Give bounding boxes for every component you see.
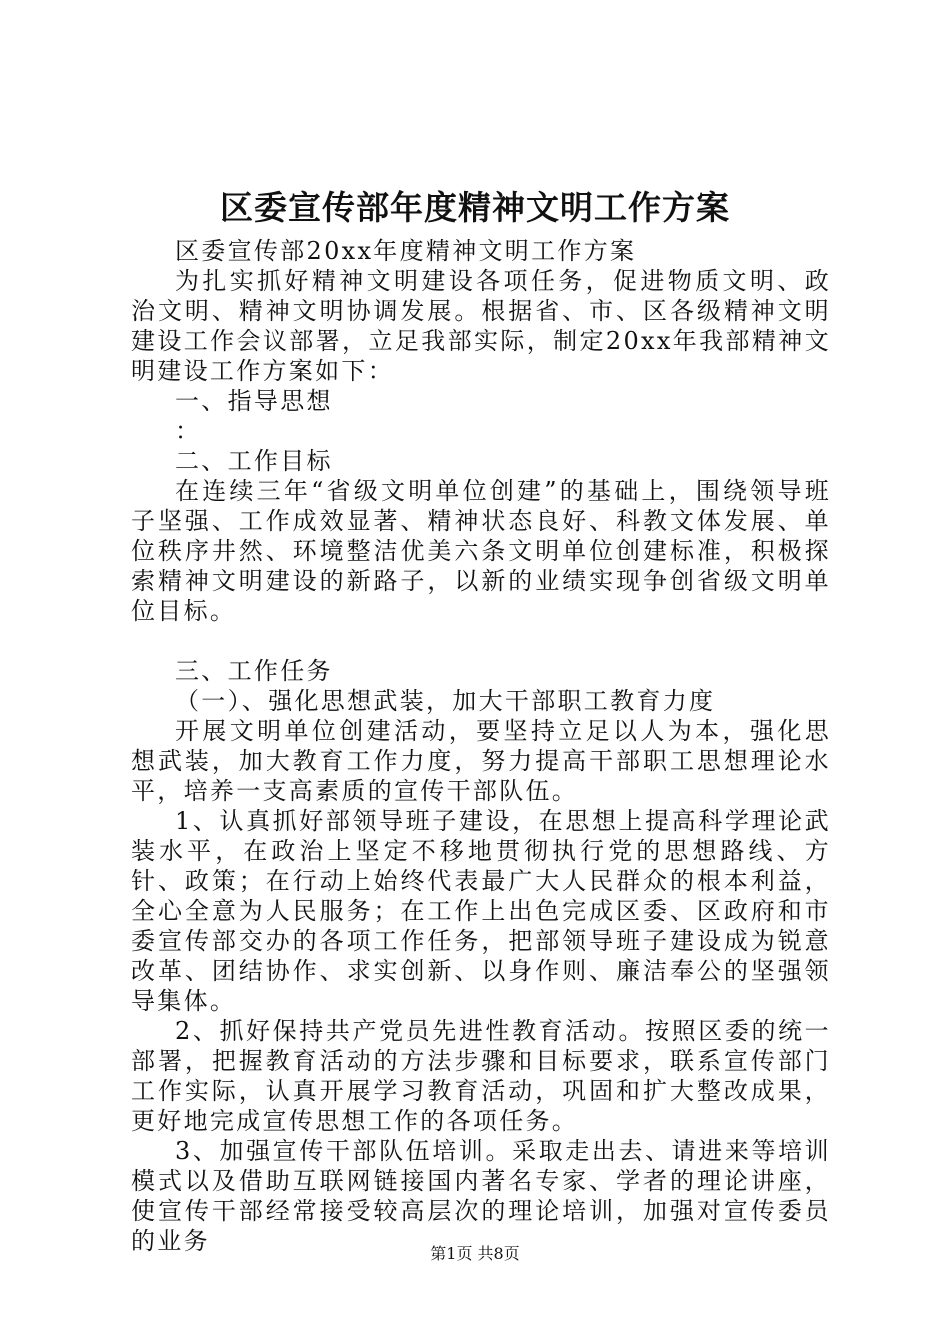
paragraph-colon: ： <box>175 417 202 445</box>
paragraph-subtitle: 区委宣传部20xx年度精神文明工作方案 <box>175 237 637 265</box>
paragraph-item-1: 1、认真抓好部领导班子建设，在思想上提高科学理论武装水平，在政治上坚定不移地贯彻执行党的思想路线、方针、政策；在行动上始终代表最广大人民群众的根本利益，全心全意为人民服务；在工作上出色完成区委、区政府和市委宣传部交办的各项工作任务，把部领导班子建设成为锐意改革、团结协作、求实创新、以身作则、廉洁奉公的坚强领导集体。 <box>131 807 831 1015</box>
paragraph-intro: 为扎实抓好精神文明建设各项任务，促进物质文明、政治文明、精神文明协调发展。根据省、市、区各级精神文明建设工作会议部署，立足我部实际，制定20xx年我部精神文明建设工作方案如下： <box>131 267 831 385</box>
heading-work-goals: 二、工作目标 <box>175 447 333 475</box>
heading-guiding-ideology: 一、指导思想 <box>175 387 333 415</box>
subheading-strengthen-ideology: （一）、强化思想武装，加大干部职工教育力度 <box>175 687 716 715</box>
document-body <box>131 236 831 1256</box>
paragraph-item-3: 3、加强宣传干部队伍培训。采取走出去、请进来等培训模式以及借助互联网链接国内著名专家、学者的理论讲座，使宣传干部经常接受较高层次的理论培训，加强对宣传委员的业务 <box>131 1137 831 1255</box>
paragraph-item-2: 2、抓好保持共产党员先进性教育活动。按照区委的统一部署，把握教育活动的方法步骤和目标要求，联系宣传部门工作实际，认真开展学习教育活动，巩固和扩大整改成果，更好地完成宣传思想工作的各项任务。 <box>131 1017 831 1135</box>
heading-work-tasks: 三、工作任务 <box>175 657 333 685</box>
page-number-footer: 第1页 共8页 <box>430 1244 520 1263</box>
document-title: 区委宣传部年度精神文明工作方案 <box>220 188 730 227</box>
paragraph-civilization-activities: 开展文明单位创建活动，要坚持立足以人为本，强化思想武装，加大教育工作力度，努力提高干部职工思想理论水平，培养一支高素质的宣传干部队伍。 <box>131 717 831 805</box>
paragraph-work-goals: 在连续三年“省级文明单位创建”的基础上，围绕领导班子坚强、工作成效显著、精神状态良好、科教文体发展、单位秩序井然、环境整洁优美六条文明单位创建标准，积极探索精神文明建设的新路子，以新的业绩实现争创省级文明单位目标。 <box>131 477 831 625</box>
